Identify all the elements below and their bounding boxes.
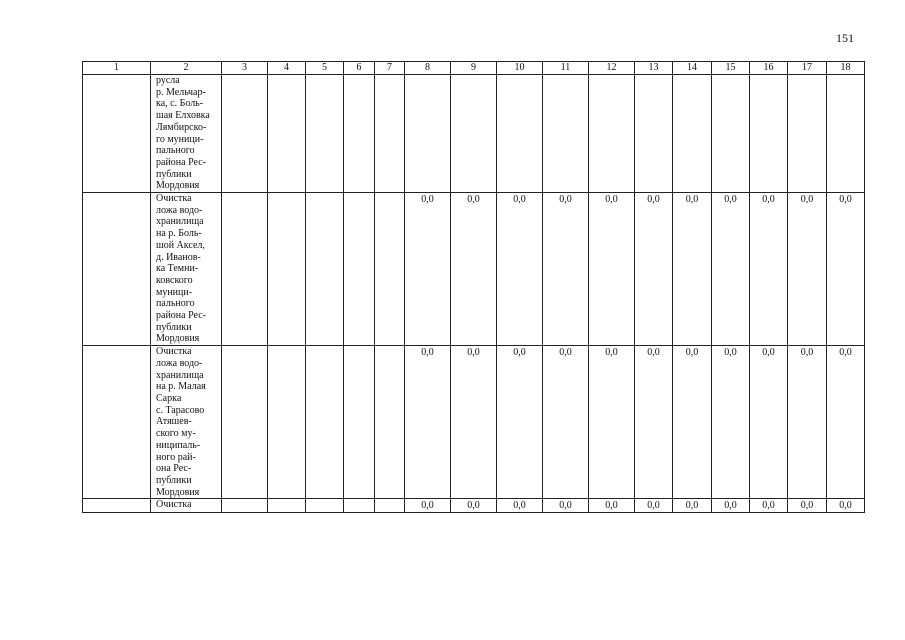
cell-value: [497, 346, 543, 499]
cell-value-text: 0,0: [513, 347, 526, 359]
cell-value: [497, 75, 543, 193]
cell-value: [635, 193, 673, 346]
cell-value-text: 0,0: [559, 194, 572, 206]
cell-value: [405, 499, 451, 513]
cell-empty: [375, 75, 405, 193]
cell-value-text: 0,0: [800, 194, 814, 206]
column-header: 16: [750, 62, 788, 75]
cell-value-text: 0,0: [467, 194, 480, 206]
cell-value: [451, 346, 497, 499]
cell-empty: [375, 499, 405, 513]
cell-value: [589, 346, 635, 499]
cell-value-text: 0,0: [800, 500, 814, 512]
cell-value: [543, 499, 589, 513]
cell-value: [673, 75, 712, 193]
cell-empty: [375, 346, 405, 499]
cell-empty: [222, 346, 268, 499]
cell-value-text: [635, 75, 672, 76]
cell-value-text: 0,0: [685, 194, 699, 206]
cell-value: [589, 193, 635, 346]
column-header: 3: [222, 62, 268, 75]
column-header: 11: [543, 62, 589, 75]
cell-value: [635, 346, 673, 499]
cell-value: [750, 346, 788, 499]
cell-value-text: 0,0: [724, 194, 737, 206]
cell-value: [712, 499, 750, 513]
cell-value-text: 0,0: [800, 347, 814, 359]
cell-value: [827, 499, 865, 513]
cell-value-text: [405, 75, 450, 76]
cell-value: [673, 346, 712, 499]
cell-value-text: [543, 75, 588, 76]
cell-empty: [375, 193, 405, 346]
column-header: 10: [497, 62, 543, 75]
cell-empty: [306, 75, 344, 193]
cell-value-text: 0,0: [685, 347, 699, 359]
cell-empty: [344, 499, 375, 513]
column-header: 12: [589, 62, 635, 75]
cell-value: [635, 75, 673, 193]
page-number: 151: [836, 31, 854, 45]
cell-value-text: [451, 75, 496, 76]
cell-value-text: 0,0: [513, 194, 526, 206]
cell-empty: [268, 193, 306, 346]
cell-col1: [83, 499, 151, 513]
cell-value-text: 0,0: [605, 500, 618, 512]
cell-value: [827, 193, 865, 346]
cell-empty: [268, 75, 306, 193]
cell-value: [635, 499, 673, 513]
cell-value: [589, 75, 635, 193]
column-header: 6: [344, 62, 375, 75]
column-header: 14: [673, 62, 712, 75]
cell-empty: [268, 346, 306, 499]
cell-empty: [306, 193, 344, 346]
column-header: 18: [827, 62, 865, 75]
cell-value-text: 0,0: [467, 500, 480, 512]
column-header: 9: [451, 62, 497, 75]
cell-value: [497, 193, 543, 346]
cell-empty: [268, 499, 306, 513]
cell-value-text: 0,0: [724, 500, 737, 512]
cell-col1: [83, 346, 151, 499]
cell-value-text: 0,0: [467, 347, 480, 359]
cell-value-text: 0,0: [421, 500, 434, 512]
cell-value: [827, 75, 865, 193]
cell-empty: [222, 499, 268, 513]
cell-value: [543, 193, 589, 346]
cell-empty: [222, 193, 268, 346]
cell-value-text: 0,0: [421, 347, 434, 359]
cell-value: [712, 346, 750, 499]
column-header: 4: [268, 62, 306, 75]
column-header: 8: [405, 62, 451, 75]
cell-value-text: 0,0: [724, 347, 737, 359]
table-row: [83, 75, 865, 193]
column-header: 15: [712, 62, 750, 75]
table-row: [83, 193, 865, 346]
cell-value: [405, 75, 451, 193]
cell-empty: [344, 346, 375, 499]
cell-value-text: 0,0: [605, 347, 618, 359]
cell-empty: [222, 75, 268, 193]
cell-value-text: [497, 75, 542, 76]
cell-value: [750, 75, 788, 193]
cell-value-text: [788, 75, 826, 76]
cell-col1: [83, 193, 151, 346]
cell-value-text: 0,0: [762, 347, 775, 359]
cell-description: Очистка ложа водо- хранилища на р. Боль- шой Аксел, д. Иванов- ка Темни- ковского муници- пального района Рес- публики Мордовия: [151, 193, 222, 346]
cell-value: [451, 193, 497, 346]
cell-empty: [306, 499, 344, 513]
cell-value: [405, 193, 451, 346]
cell-value: [788, 75, 827, 193]
cell-value: [712, 75, 750, 193]
cell-value-text: 0,0: [647, 500, 660, 512]
cell-value-text: 0,0: [513, 500, 526, 512]
cell-value-text: [673, 75, 711, 76]
cell-value: [788, 499, 827, 513]
column-header: 13: [635, 62, 673, 75]
cell-value-text: [589, 75, 634, 76]
cell-value: [673, 193, 712, 346]
cell-value: [589, 499, 635, 513]
cell-value-text: 0,0: [839, 347, 852, 359]
cell-value-text: 0,0: [839, 194, 852, 206]
cell-value: [673, 499, 712, 513]
cell-value: [497, 499, 543, 513]
cell-value: [827, 346, 865, 499]
cell-empty: [344, 75, 375, 193]
column-header: 7: [375, 62, 405, 75]
cell-description: Очистка: [151, 499, 222, 513]
cell-value-text: [827, 75, 864, 76]
cell-value: [788, 346, 827, 499]
table-body: [83, 75, 865, 513]
table-row: [83, 499, 865, 513]
cell-value-text: 0,0: [762, 500, 775, 512]
table-row: [83, 346, 865, 499]
cell-value-text: 0,0: [605, 194, 618, 206]
cell-value-text: 0,0: [559, 347, 572, 359]
column-header: 17: [788, 62, 827, 75]
cell-value-text: 0,0: [421, 194, 434, 206]
column-header: 2: [151, 62, 222, 75]
cell-value-text: 0,0: [647, 347, 660, 359]
header-row: [83, 62, 865, 75]
cell-empty: [344, 193, 375, 346]
cell-col1: [83, 75, 151, 193]
cell-value: [543, 346, 589, 499]
cell-value: [788, 193, 827, 346]
cell-value-text: 0,0: [762, 194, 775, 206]
cell-value: [405, 346, 451, 499]
cell-value-text: 0,0: [839, 500, 852, 512]
cell-value: [750, 499, 788, 513]
column-header: 5: [306, 62, 344, 75]
cell-value-text: [712, 75, 749, 76]
cell-description: Очистка ложа водо- хранилища на р. Малая Сарка с. Тарасово Атяшев- ского му- ниципаль- ного рай- она Рес- публики Мордовия: [151, 346, 222, 499]
cell-value: [543, 75, 589, 193]
cell-value: [750, 193, 788, 346]
cell-description: русла р. Мельчар- ка, с. Боль- шая Елховка Лямбирско- го муници- пального района Рес- публики Мордовия: [151, 75, 222, 193]
cell-value: [451, 75, 497, 193]
cell-value-text: 0,0: [559, 500, 572, 512]
cell-value-text: 0,0: [647, 194, 660, 206]
cell-value: [451, 499, 497, 513]
cell-empty: [306, 346, 344, 499]
column-header: 1: [83, 62, 151, 75]
cell-value: [712, 193, 750, 346]
data-table: [82, 61, 865, 513]
cell-value-text: 0,0: [685, 500, 699, 512]
cell-value-text: [750, 75, 787, 76]
